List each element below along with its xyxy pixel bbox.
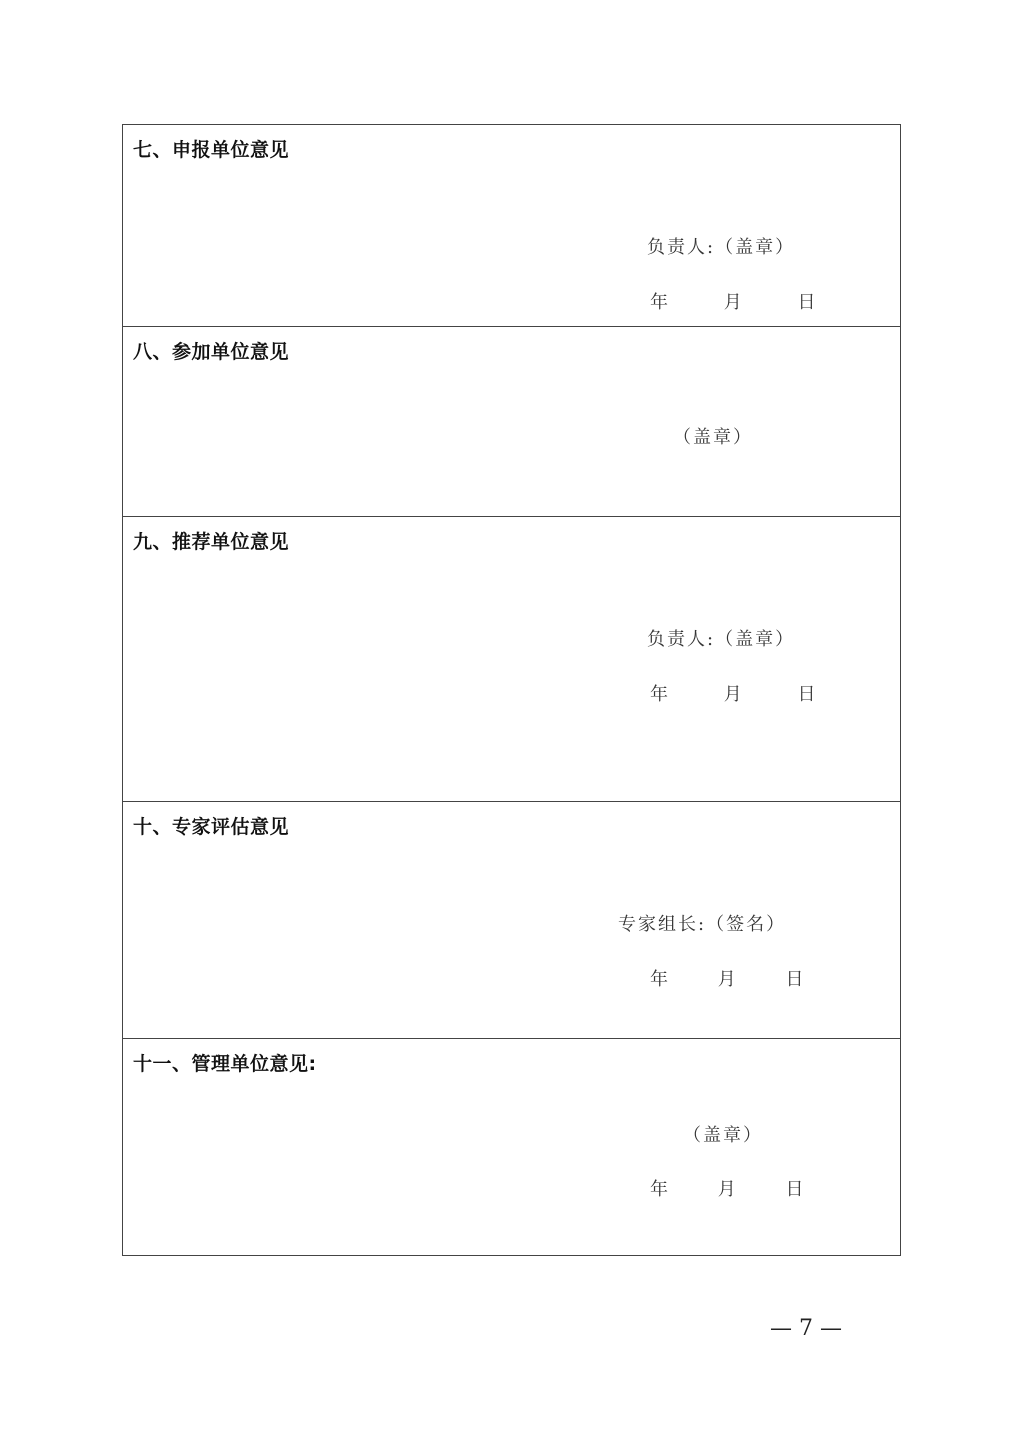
date-month: 月 — [723, 292, 742, 313]
date-line — [650, 965, 803, 991]
date-day: 日 — [797, 684, 816, 705]
section-title: 十、专家评估意见 — [133, 816, 290, 838]
section-recommender-opinion — [123, 517, 900, 802]
section-applicant-opinion — [123, 125, 900, 327]
section-title: 九、推荐单位意见 — [133, 531, 290, 553]
date-line — [650, 680, 815, 706]
signature-line: 专家组长:（签名） — [618, 914, 787, 935]
date-year: 年 — [650, 1179, 668, 1200]
section-expert-opinion — [123, 802, 900, 1039]
section-management-opinion — [123, 1039, 900, 1257]
date-line — [650, 1175, 803, 1201]
seal-line: （盖章） — [673, 427, 753, 448]
date-month: 月 — [723, 684, 742, 705]
date-day: 日 — [797, 292, 816, 313]
opinion-form-table — [122, 124, 901, 1256]
date-month: 月 — [717, 969, 736, 990]
date-year: 年 — [650, 969, 668, 990]
section-title: 七、申报单位意见 — [133, 139, 290, 161]
section-participant-opinion — [123, 327, 900, 517]
date-month: 月 — [717, 1179, 736, 1200]
page-number: — 7 — — [770, 1316, 842, 1341]
section-title: 十一、管理单位意见: — [133, 1053, 317, 1075]
seal-line: （盖章） — [683, 1125, 763, 1146]
date-day: 日 — [785, 969, 804, 990]
date-year: 年 — [650, 684, 668, 705]
signature-line: 负责人:（盖章） — [647, 629, 796, 650]
date-year: 年 — [650, 292, 668, 313]
section-title: 八、参加单位意见 — [133, 341, 290, 363]
signature-line: 负责人:（盖章） — [647, 237, 796, 258]
date-day: 日 — [785, 1179, 804, 1200]
date-line — [650, 288, 815, 314]
